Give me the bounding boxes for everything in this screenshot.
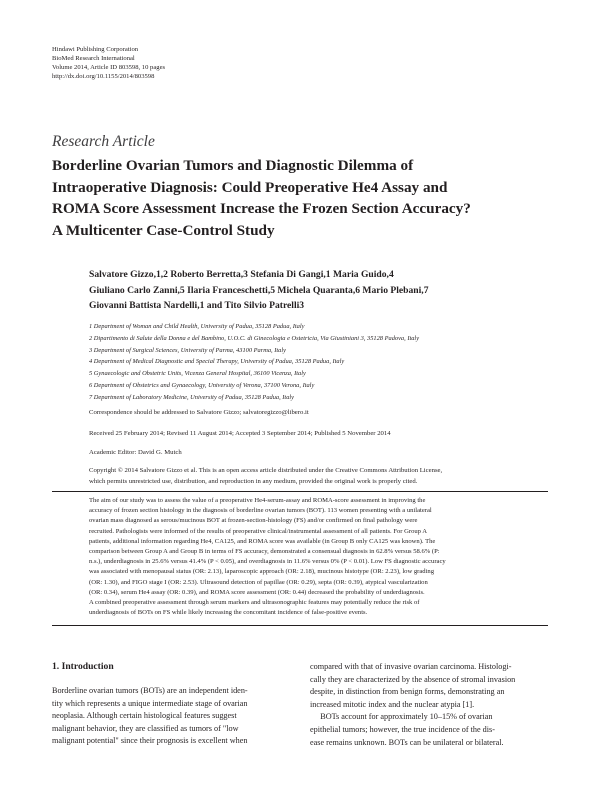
copyright-line: which permits unrestricted use, distribution, and reproduction in any medium, provided the original work is properly cited. — [89, 477, 418, 485]
abstract-top-rule — [52, 491, 548, 492]
body-column-left — [52, 685, 292, 748]
affiliation-list — [89, 321, 419, 404]
section-heading: 1. Introduction — [52, 661, 114, 672]
abstract-line: patients, additional information regarding He4, CA125, and ROMA score was available (in Group B only CA125 was known). The — [89, 537, 436, 545]
abstract-bottom-rule — [52, 625, 548, 626]
affiliation: 5 Gynaecologic and Obstetric Units, Vicenza General Hospital, 36100 Vicenza, Italy — [89, 370, 306, 378]
affiliation: 1 Department of Woman and Child Health, University of Padua, 35128 Padua, Italy — [89, 323, 305, 330]
title-line: Intraoperative Diagnosis: Could Preoperative He4 Assay and — [52, 178, 448, 196]
body-line: BOTs account for approximately 10–15% of ovarian — [310, 712, 493, 722]
body-line: tity which represents a unique intermediate stage of ovarian — [52, 698, 248, 708]
affiliation: 4 Department of Medical Diagnostic and Special Therapy, University of Padua, 35128 Padua, Italy — [89, 358, 345, 366]
body-line: despite, in distinction from benign forms, demonstrating an — [310, 687, 505, 697]
abstract-line: accuracy of frozen section histology in the diagnosis of borderline ovarian tumors (BOT). 113 women presenting with a unilateral — [89, 507, 432, 515]
author-list — [89, 267, 559, 314]
copyright-line: Copyright © 2014 Salvatore Gizzo et al. This is an open access article distributed under the Creative Commons Attribution License, — [89, 467, 443, 474]
volume-info: Volume 2014, Article ID 803598, 10 pages — [52, 64, 166, 71]
abstract-line: n.s.), underdiagnosis in 25.6% versus 41.4% (P < 0.05), and overdiagnosis in 11.6% versus 0% (P < 0.01). Low FS diagnostic accuracy — [89, 558, 446, 566]
publication-dates: Received 25 February 2014; Revised 11 August 2014; Accepted 3 September 2014; Published 5 November 2014 — [89, 430, 391, 437]
abstract-line: A combined preoperative assessment through serum markers and ultrasonographic features may potentially reduce the risk of — [89, 599, 420, 607]
abstract — [89, 496, 559, 618]
body-line: Borderline ovarian tumors (BOTs) are an independent iden- — [52, 686, 248, 695]
correspondence-note: Correspondence should be addressed to Salvatore Gizzo; salvatoregizzo@libero.it — [89, 409, 309, 416]
body-column-right — [310, 661, 550, 749]
doi-link[interactable]: http://dx.doi.org/10.1155/2014/803598 — [52, 73, 155, 80]
abstract-line: comparison between Group A and Group B in terms of FS accuracy, demonstrated a consensual diagnosis in 62.8% versus 58.6% (P: — [89, 548, 440, 556]
publisher-name: Hindawi Publishing Corporation — [52, 46, 139, 53]
abstract-line: (OR: 0.34), serum He4 assay (OR: 0.39), and ROMA score assessment (OR: 0.44) decreased the probability of underdiagnosis. — [89, 588, 425, 596]
academic-editor: Academic Editor: David G. Mutch — [89, 449, 182, 456]
abstract-line: (OR: 1.30), and FIGO stage I (OR: 2.53). Ultrasound detection of papillae (OR: 0.29), septa (OR: 0.39), atypical vascularization — [89, 578, 428, 586]
affiliation: 2 Dipartimento di Salute della Donna e del Bambino, U.O.C. di Ginecologia e Ostetricia, Via Giustiniani 3, 35128 Padova, Italy — [89, 334, 420, 342]
article-type: Research Article — [52, 133, 155, 150]
abstract-line: The aim of our study was to assess the value of a preoperative He4-serum-assay and ROMA-score assessment in improving the — [89, 497, 426, 504]
abstract-line: recruited. Pathologists were informed of the results of preoperative clinical/instrumental assessment of all patients. For Group A — [89, 527, 428, 535]
body-line: increased mitotic index and the nuclear atypia [1]. — [310, 699, 475, 709]
article-title — [52, 155, 572, 241]
author-line: Salvatore Gizzo,1,2 Roberto Berretta,3 Stefania Di Gangi,1 Maria Guido,4 — [89, 269, 394, 280]
copyright-notice — [89, 466, 557, 487]
body-line: malignant behavior, they are classified as tumors of "low — [52, 723, 239, 733]
affiliation: 3 Department of Surgical Sciences, University of Parma, 43100 Parma, Italy — [89, 346, 286, 354]
author-line: Giovanni Battista Nardelli,1 and Tito Silvio Patrelli3 — [89, 300, 305, 311]
affiliation: 7 Department of Laboratory Medicine, University of Padua, 35128 Padua, Italy — [89, 393, 295, 401]
body-line: malignant potential" since their prognosis is excellent when — [52, 736, 248, 746]
abstract-line: underdiagnosis of BOTs on FS while likely increasing the concomitant incidence of false-positive events. — [89, 609, 368, 617]
title-line: A Multicenter Case-Control Study — [52, 221, 275, 239]
body-line: ease remains unknown. BOTs can be unilateral or bilateral. — [310, 737, 504, 747]
journal-header — [52, 45, 165, 81]
abstract-line: ovarian mass diagnosed as serous/mucinous BOT at frozen-section-histology (FS) and/or confirmed on final pathology were — [89, 517, 418, 525]
author-line: Giuliano Carlo Zanni,5 Ilaria Franceschetti,5 Michela Quaranta,6 Mario Plebani,7 — [89, 284, 429, 296]
title-line: Borderline Ovarian Tumors and Diagnostic Dilemma of — [52, 157, 414, 174]
journal-name: BioMed Research International — [52, 55, 135, 62]
body-line: epithelial tumors; however, the true incidence of the dis- — [310, 724, 495, 734]
abstract-line: was associated with menopausal status (OR: 2.13), laparoscopic approach (OR: 2.18), mucinous histotype (OR: 2.23), low grading — [89, 568, 435, 576]
affiliation: 6 Department of Obstetrics and Gynaecology, University of Verona, 37100 Verona, Italy — [89, 381, 315, 389]
body-line: cally they are characterized by the absence of stromal invasion — [310, 674, 516, 684]
title-line: ROMA Score Assessment Increase the Frozen Section Accuracy? — [52, 200, 471, 217]
body-line: neoplasia. Although certain histological features suggest — [52, 711, 237, 721]
body-line: compared with that of invasive ovarian carcinoma. Histologi- — [310, 662, 512, 671]
